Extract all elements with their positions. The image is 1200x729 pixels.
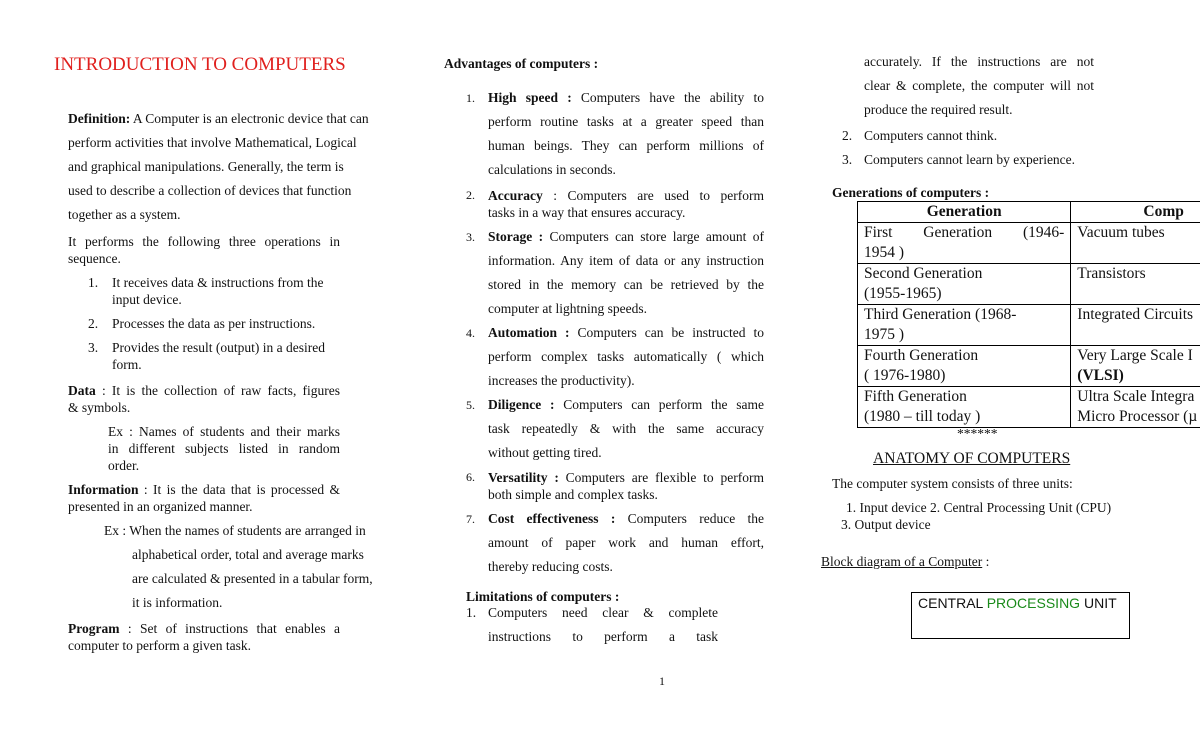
list-number: 6. [466,470,475,484]
information-line: presented in an organized manner. [68,499,253,514]
advantage-line: Computers can be instructed to [569,325,765,340]
table-cell: Second Generation (1955-1965) [858,264,1071,305]
advantage-line: Computers are flexible to perform [558,470,764,485]
data-example [108,423,340,474]
list-line: Processes the data as per instructions. [112,316,316,331]
advantage-line: : Computers are used to perform [542,188,764,203]
example-line: order. [108,458,140,473]
advantage-line: amount of paper work and human effort, [488,535,764,550]
advantage-label: Automation : [488,325,570,340]
list-item [466,469,764,503]
limitation-line: clear & complete, the computer will not [864,78,1094,93]
advantage-label: Diligence : [488,397,555,412]
table-row [858,387,1200,428]
advantage-line: human beings. They can perform millions of [488,138,764,153]
operations-intro [68,233,340,267]
table-row [858,346,1200,387]
separator-stars: ****** [957,426,998,441]
table-cell: Vacuum tubes [1071,223,1200,264]
limitation-item [466,601,718,649]
program-definition [68,620,340,654]
table-cell: First Generation (1946- 1954 ) [858,223,1071,264]
operations-list [88,274,342,373]
advantage-line: information. Any item of data or any instruction [488,253,764,268]
list-item [466,187,764,221]
list-item [842,124,1142,148]
generations-table [857,201,1200,428]
definition-line: used to describe a collection of devices that function [68,183,352,198]
anatomy-units-line: 3. Output device [841,517,931,532]
example-line: Ex : When the names of students are arranged in [104,523,366,538]
table-row [858,305,1200,346]
information-line: : It is the data that is processed & [138,482,340,497]
anatomy-intro: The computer system consists of three units: [832,476,1073,491]
advantage-line: increases the productivity). [488,373,635,388]
cpu-label-part: UNIT [1080,595,1117,611]
advantage-line: calculations in seconds. [488,162,616,177]
definition-line: and graphical manipulations. Generally, the term is [68,159,344,174]
limitation-continued [864,50,1094,122]
advantages-heading: Advantages of computers : [444,56,599,71]
advantage-line: tasks in a way that ensures accuracy. [488,205,686,220]
program-label: Program [68,621,120,636]
operations-intro-line: It performs the following three operations in [68,234,340,249]
table-header-row [858,202,1200,223]
advantage-label: High speed : [488,90,572,105]
list-item [466,321,764,393]
example-line: Ex : Names of students and their marks [108,424,340,439]
list-line: input device. [112,292,182,307]
limitation-line: accurately. If the instructions are not [864,54,1094,69]
cpu-label-part: PROCESSING [986,595,1081,611]
block-diagram-title: Block diagram of a Computer [821,554,983,569]
list-item [88,274,342,308]
list-item [466,507,764,579]
limitation-line: Computers cannot think. [864,128,998,143]
table-cell: Integrated Circuits [1071,305,1200,346]
data-definition [68,382,340,416]
table-header: Generation [858,202,1071,223]
advantage-line: both simple and complex tasks. [488,487,658,502]
data-label: Data [68,383,96,398]
list-number: 2. [466,188,475,202]
advantage-line: without getting tired. [488,445,602,460]
program-line: computer to perform a given task. [68,638,251,653]
anatomy-units-line: 1. Input device 2. Central Processing Unit (CPU) [846,500,1112,515]
cpu-block [911,592,1130,639]
advantage-line: perform complex tasks automatically ( which [488,349,764,364]
list-number: 7. [466,512,475,526]
list-number: 3. [88,340,99,355]
advantage-line: Computers reduce the [615,511,764,526]
list-item [466,393,764,465]
limitations-list-rest [842,124,1142,172]
list-number: 1. [88,275,99,290]
list-number: 4. [466,326,475,340]
list-line: It receives data & instructions from the [112,275,324,290]
list-number: 2. [88,316,99,331]
limitation-line: instructions to perform a task [488,629,718,644]
advantage-line: perform routine tasks at a greater speed than [488,114,764,129]
list-item [842,148,1142,172]
example-line: are calculated & presented in a tabular form, [132,571,373,586]
advantage-line: computer at lightning speeds. [488,301,647,316]
advantage-label: Cost effectiveness : [488,511,616,526]
advantage-line: Computers can perform the same [554,397,764,412]
anatomy-heading: ANATOMY OF COMPUTERS [873,450,1071,467]
advantage-label: Accuracy [488,188,543,203]
example-line: in different subjects listed in random [108,441,340,456]
list-line: form. [112,357,142,372]
advantage-line: task repeatedly & with the same accuracy [488,421,764,436]
example-line: alphabetical order, total and average marks [132,547,364,562]
table-cell: Third Generation (1968- 1975 ) [858,305,1071,346]
advantage-label: Storage : [488,229,544,244]
advantages-list [466,86,764,579]
data-line: & symbols. [68,400,131,415]
program-line: : Set of instructions that enables a [119,621,340,636]
definition-paragraph [68,107,390,227]
list-item [88,315,342,332]
cpu-label-part: CENTRAL [918,595,987,611]
advantage-line: thereby reducing costs. [488,559,613,574]
list-number: 1. [466,91,475,105]
table-cell: Ultra Scale Integra Micro Processor (µ [1071,387,1200,428]
list-number: 5. [466,398,475,412]
table-cell: Fourth Generation ( 1976-1980) [858,346,1071,387]
limitations-heading: Limitations of computers : [466,589,620,604]
limitation-line: Computers cannot learn by experience. [864,152,1076,167]
table-row [858,223,1200,264]
table-cell: Fifth Generation (1980 – till today ) [858,387,1071,428]
definition-line: perform activities that involve Mathematical, Logical [68,135,357,150]
list-item [88,339,342,373]
advantage-line: Computers can store large amount of [543,229,765,244]
limitation-line: Computers need clear & complete [488,605,718,620]
definition-label: Definition: [68,111,131,126]
operations-intro-line: sequence. [68,251,121,266]
data-line: : It is the collection of raw facts, figures [95,383,340,398]
list-item [466,225,764,321]
information-example-rest [132,543,394,615]
block-diagram-label [821,553,989,570]
table-header: Comp [1071,202,1200,223]
definition-line: together as a system. [68,207,181,222]
information-label: Information [68,482,139,497]
list-line: Provides the result (output) in a desired [112,340,325,355]
advantage-label: Versatility : [488,470,559,485]
page-title: INTRODUCTION TO COMPUTERS [54,54,346,75]
list-number: 3. [842,152,853,167]
limitation-line: produce the required result. [864,102,1013,117]
definition-line: A Computer is an electronic device that can [130,111,369,126]
page-number: 1 [659,674,665,688]
table-cell: Transistors [1071,264,1200,305]
generations-table-clip [857,201,1200,431]
advantage-line: stored in the memory can be retrieved by the [488,277,764,292]
table-row [858,264,1200,305]
example-line: it is information. [132,595,223,610]
list-item [466,86,764,182]
generations-heading: Generations of computers : [832,185,990,200]
list-number: 1. [466,605,477,620]
information-example [104,522,394,539]
list-number: 3. [466,230,475,244]
advantage-line: Computers have the ability to [571,90,764,105]
information-definition [68,481,340,515]
table-cell: Very Large Scale I (VLSI) [1071,346,1200,387]
block-diagram-colon: : [982,554,990,569]
list-number: 2. [842,128,853,143]
